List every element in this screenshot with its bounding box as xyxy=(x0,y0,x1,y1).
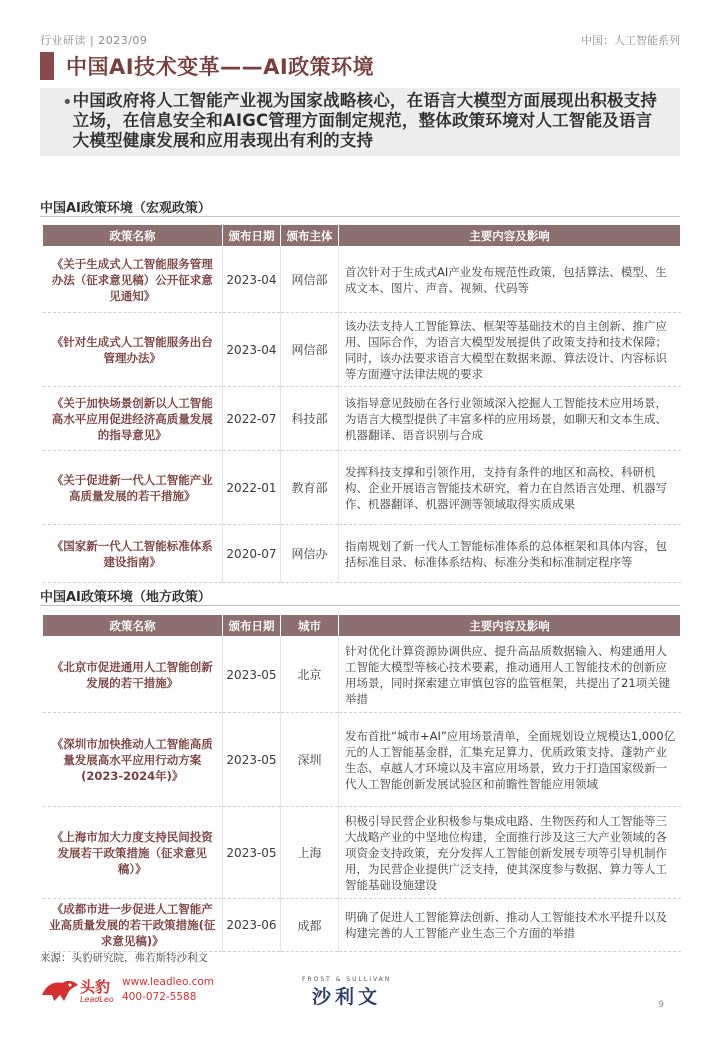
brand-subtitle: LeadLeo xyxy=(80,995,114,1004)
summary-box xyxy=(40,88,680,156)
table-row xyxy=(43,387,681,451)
macro-section-title: 中国AI政策环境（宏观政策） xyxy=(40,201,211,216)
policy-content: 该办法支持人工智能算法、框架等基础技术的自主创新、推广应用、国际合作，为语言大模型发展提供了政策支持和技术保障；同时，该办法要求语言大模型在数据来源、算法设计、内容标识等方面遵守法律法规的要求 xyxy=(339,313,681,387)
summary-text: 中国政府将人工智能产业视为国家战略核心，在语言大模型方面展现出积极支持立场，在信息安全和AIGC管理方面制定规范，整体政策环境对人工智能及语言大模型健康发展和应用表现出有利的支持 xyxy=(72,91,658,150)
table-header-row xyxy=(43,225,681,247)
table-row xyxy=(43,525,681,583)
policy-issuer: 科技部 xyxy=(281,387,339,451)
policy-name: 《针对生成式人工智能服务出台管理办法》 xyxy=(43,313,223,387)
policy-content: 发布首批“城市+AI”应用场景清单，全面规划设立规模达1,000亿元的人工智能基金群，汇集充足算力、优质政策支持、蓬勃产业生态、卓越人才环境以及丰富应用场景，致力于打造国家级新一代人工智能创新发展试验区和前瞻性智能应用领域 xyxy=(339,713,681,807)
policy-content: 积极引导民营企业积极参与集成电路、生物医药和人工智能等三大战略产业的中坚地位构建，全面推行涉及这三大产业领域的各项资金支持政策，充分发挥人工智能创新发展专项等引导机制作用，为民营企业提供广泛支持，使其深度参与数据、算力等人工智能基础设施建设 xyxy=(339,807,681,899)
macro-section-divider xyxy=(40,216,680,217)
policy-name: 《北京市促进通用人工智能创新发展的若干措施》 xyxy=(43,637,223,713)
policy-content: 发挥科技支撑和引领作用，支持有条件的地区和高校、科研机构、企业开展语言智能技术研究，着力在自然语言处理、机器写作、机器翻译、机器评测等领域取得实质成果 xyxy=(339,451,681,525)
policy-date: 2020-07 xyxy=(223,525,281,583)
policy-content: 指南规划了新一代人工智能标准体系的总体框架和具体内容，包括标准目录、标准体系结构、标准分类和标准制定程序等 xyxy=(339,525,681,583)
policy-date: 2023-05 xyxy=(223,637,281,713)
table-row xyxy=(43,451,681,525)
website-link[interactable]: www.leadleo.com xyxy=(122,976,214,988)
table-row xyxy=(43,807,681,899)
phone-number: 400-072-5588 xyxy=(122,991,197,1003)
local-policy-table xyxy=(42,614,681,952)
policy-city: 上海 xyxy=(281,807,339,899)
policy-name: 《关于生成式人工智能服务管理办法（征求意见稿）公开征求意见通知》 xyxy=(43,247,223,313)
policy-issuer: 网信部 xyxy=(281,313,339,387)
policy-content: 明确了促进人工智能算法创新、推动人工智能技术水平提升以及构建完善的人工智能产业生态三个方面的举措 xyxy=(339,899,681,952)
table-row xyxy=(43,247,681,313)
column-header: 颁布日期 xyxy=(223,615,281,637)
policy-name: 《上海市加大力度支持民间投资发展若干政策措施（征求意见稿）》 xyxy=(43,807,223,899)
local-section-divider xyxy=(40,605,680,606)
table-row xyxy=(43,899,681,952)
page-number: 9 xyxy=(658,1000,664,1010)
bullet-icon: • xyxy=(62,92,73,113)
policy-content: 该指导意见鼓励在各行业领域深入挖掘人工智能技术应用场景，为语言大模型提供了丰富多样的应用场景，如聊天和文本生成、机器翻译、语音识别与合成 xyxy=(339,387,681,451)
policy-issuer: 网信部 xyxy=(281,247,339,313)
report-category: 行业研读 | 2023/09 xyxy=(40,34,148,47)
policy-date: 2022-07 xyxy=(223,387,281,451)
policy-date: 2023-04 xyxy=(223,247,281,313)
column-header: 主要内容及影响 xyxy=(339,225,681,247)
page-title: 中国AI技术变革——AI政策环境 xyxy=(66,55,375,79)
policy-date: 2022-01 xyxy=(223,451,281,525)
report-series: 中国：人工智能系列 xyxy=(581,34,680,47)
policy-date: 2023-06 xyxy=(223,899,281,952)
brand-name: 头豹 xyxy=(80,978,111,996)
table-row xyxy=(43,637,681,713)
partner-logo: 沙利文 xyxy=(312,986,382,1008)
policy-city: 深圳 xyxy=(281,713,339,807)
policy-city: 北京 xyxy=(281,637,339,713)
macro-policy-table xyxy=(42,224,681,583)
local-section-title: 中国AI政策环境（地方政策） xyxy=(40,590,211,605)
policy-name: 《关于加快场景创新以人工智能高水平应用促进经济高质量发展的指导意见》 xyxy=(43,387,223,451)
column-header: 主要内容及影响 xyxy=(339,615,681,637)
table-header-row xyxy=(43,615,681,637)
column-header: 颁布主体 xyxy=(281,225,339,247)
policy-issuer: 教育部 xyxy=(281,451,339,525)
policy-content: 首次针对于生成式AI产业发布规范性政策，包括算法、模型、生成文本、图片、声音、视频、代码等 xyxy=(339,247,681,313)
column-header: 颁布日期 xyxy=(223,225,281,247)
policy-issuer: 网信办 xyxy=(281,525,339,583)
title-marker xyxy=(40,52,54,80)
leopard-logo-icon xyxy=(40,975,80,1003)
policy-date: 2023-04 xyxy=(223,313,281,387)
table-row xyxy=(43,713,681,807)
policy-city: 成都 xyxy=(281,899,339,952)
policy-date: 2023-05 xyxy=(223,713,281,807)
page-title-bar xyxy=(40,52,680,80)
table-row xyxy=(43,313,681,387)
policy-name: 《国家新一代人工智能标准体系建设指南》 xyxy=(43,525,223,583)
column-header: 政策名称 xyxy=(43,225,223,247)
partner-logo-text: FROST & SULLIVAN xyxy=(302,976,392,983)
column-header: 城市 xyxy=(281,615,339,637)
column-header: 政策名称 xyxy=(43,615,223,637)
policy-content: 针对优化计算资源协调供应、提升高品质数据输入、构建通用人工智能大模型等核心技术要素，推动通用人工智能技术的创新应用场景，同时探索建立审慎包容的监管框架，共提出了21项关键举措 xyxy=(339,637,681,713)
source-note: 来源：头豹研究院，弗若斯特沙利文 xyxy=(40,952,208,964)
policy-name: 《关于促进新一代人工智能产业高质量发展的若干措施》 xyxy=(43,451,223,525)
policy-date: 2023-05 xyxy=(223,807,281,899)
policy-name: 《成都市进一步促进人工智能产业高质量发展的若干政策措施(征求意见稿)》 xyxy=(43,899,223,952)
policy-name: 《深圳市加快推动人工智能高质量发展高水平应用行动方案(2023-2024年)》 xyxy=(43,713,223,807)
